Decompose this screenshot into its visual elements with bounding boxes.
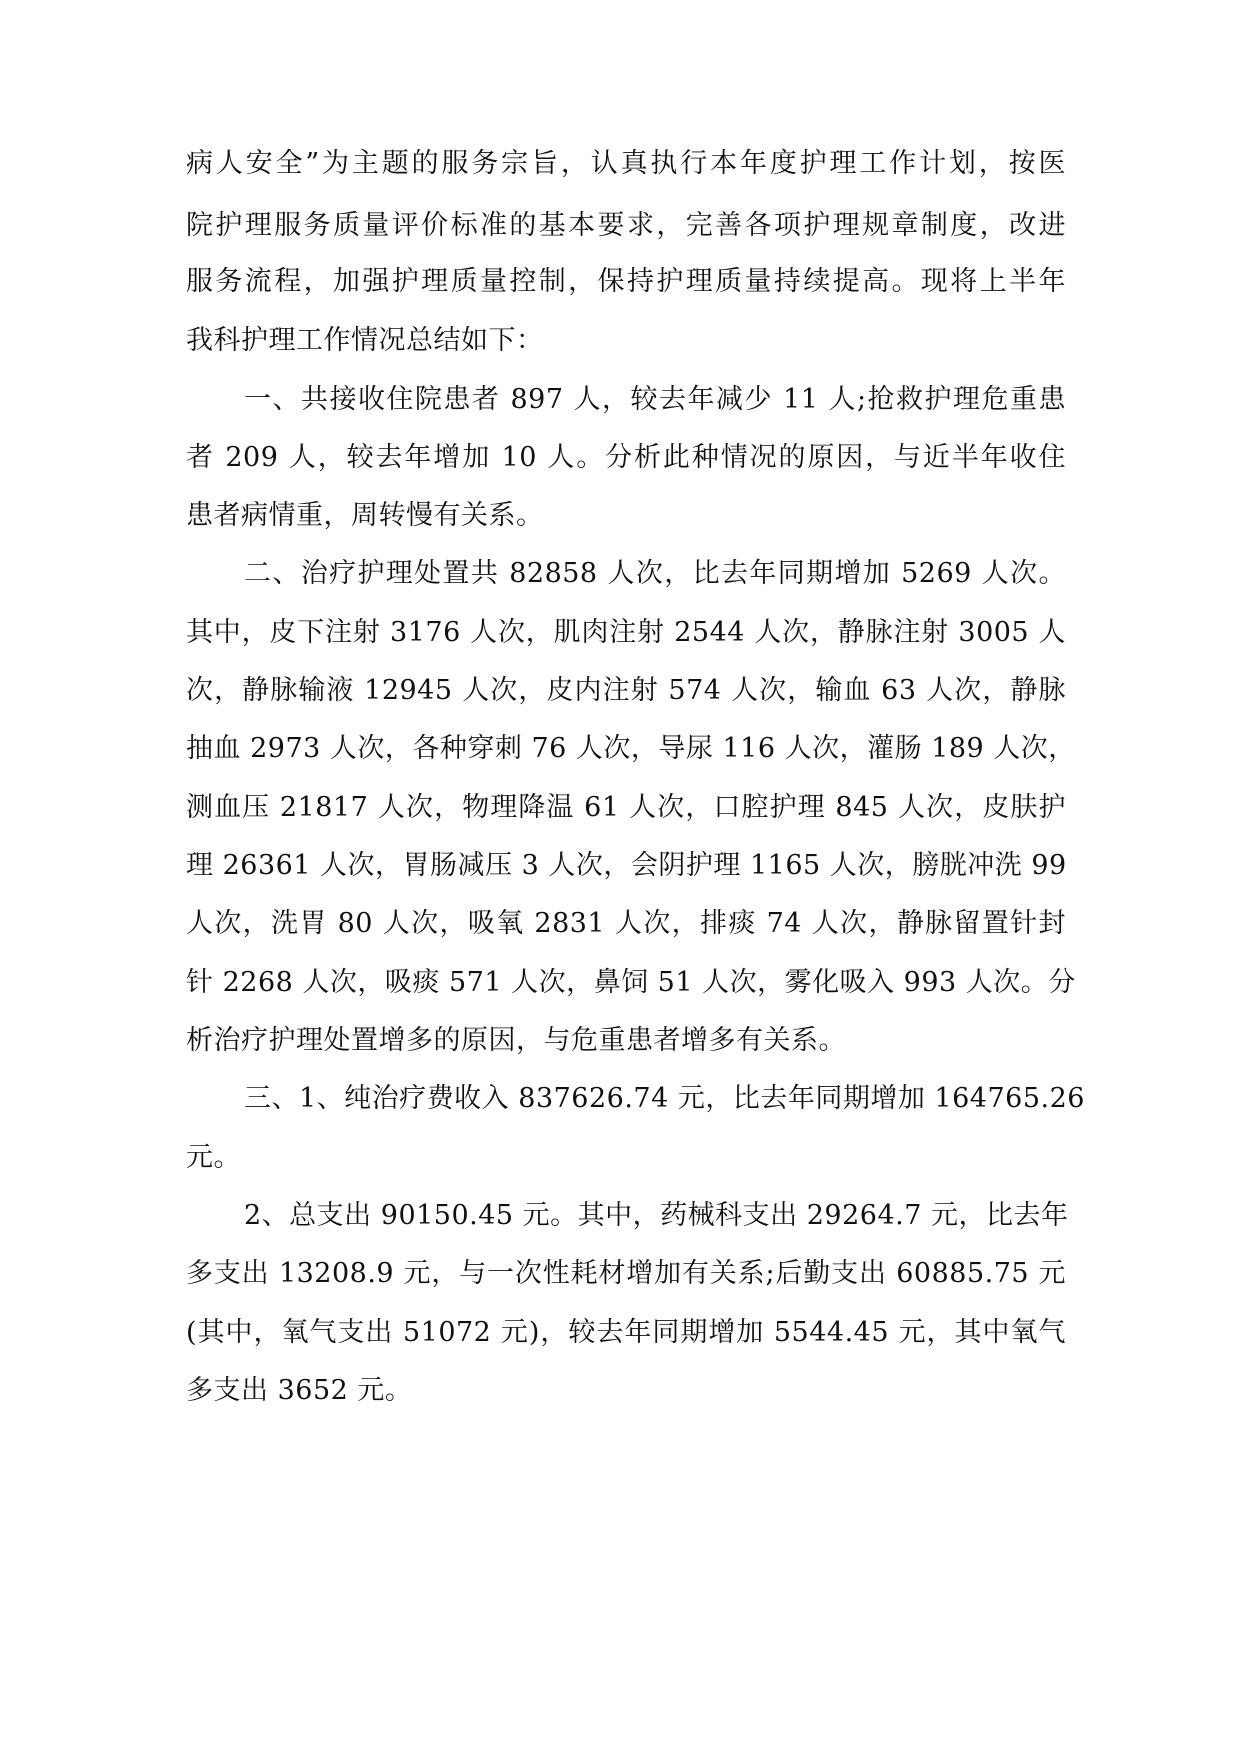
text-line: 三、1、纯治疗费收入 837626.74 元，比去年同期增加 164765.26: [244, 1083, 1085, 1114]
text-line: 者 209 人，较去年增加 10 人。分析此种情况的原因，与近半年收住: [186, 442, 1066, 473]
text-line: 其中，皮下注射 3176 人次，肌肉注射 2544 人次，静脉注射 3005 人: [186, 617, 1066, 648]
text-line: 抽血 2973 人次，各种穿刺 76 人次，导尿 116 人次，灌肠 189 人次，: [186, 733, 1076, 764]
text-line: 析治疗护理处置增多的原因，与危重患者增多有关系。: [186, 1025, 846, 1056]
text-line: 患者病情重，周转慢有关系。: [186, 500, 544, 531]
text-line: 病人安全”为主题的服务宗旨，认真执行本年度护理工作计划，按医: [186, 148, 1066, 179]
text-line: 2、总支出 90150.45 元。其中，药械科支出 29264.7 元，比去年: [244, 1200, 1069, 1231]
text-line: 测血压 21817 人次，物理降温 61 人次，口腔护理 845 人次，皮肤护: [186, 792, 1066, 823]
text-line: 次，静脉输液 12945 人次，皮内注射 574 人次，输血 63 人次，静脉: [186, 675, 1066, 706]
text-line: 多支出 3652 元。: [186, 1375, 413, 1406]
text-line: 元。: [186, 1142, 241, 1173]
text-line: 服务流程，加强护理质量控制，保持护理质量持续提高。现将上半年: [186, 266, 1066, 297]
text-line: (其中，氧气支出 51072 元)，较去年同期增加 5544.45 元，其中氧气: [186, 1317, 1066, 1348]
text-line: 二、治疗护理处置共 82858 人次，比去年同期增加 5269 人次。: [244, 558, 1066, 589]
text-line: 我科护理工作情况总结如下：: [186, 325, 544, 356]
text-line: 一、共接收住院患者 897 人，较去年减少 11 人;抢救护理危重患: [244, 384, 1066, 415]
text-line: 多支出 13208.9 元，与一次性耗材增加有关系;后勤支出 60885.75 元: [186, 1258, 1066, 1289]
text-line: 院护理服务质量评价标准的基本要求，完善各项护理规章制度，改进: [186, 210, 1066, 241]
text-line: 针 2268 人次，吸痰 571 人次，鼻饲 51 人次，雾化吸入 993 人次。分: [186, 967, 1076, 998]
text-line: 理 26361 人次，胃肠减压 3 人次，会阴护理 1165 人次，膀胱冲洗 99: [186, 850, 1067, 881]
text-line: 人次，洗胃 80 人次，吸氧 2831 人次，排痰 74 人次，静脉留置针封: [186, 908, 1066, 939]
document-body: [186, 0, 1085, 1754]
